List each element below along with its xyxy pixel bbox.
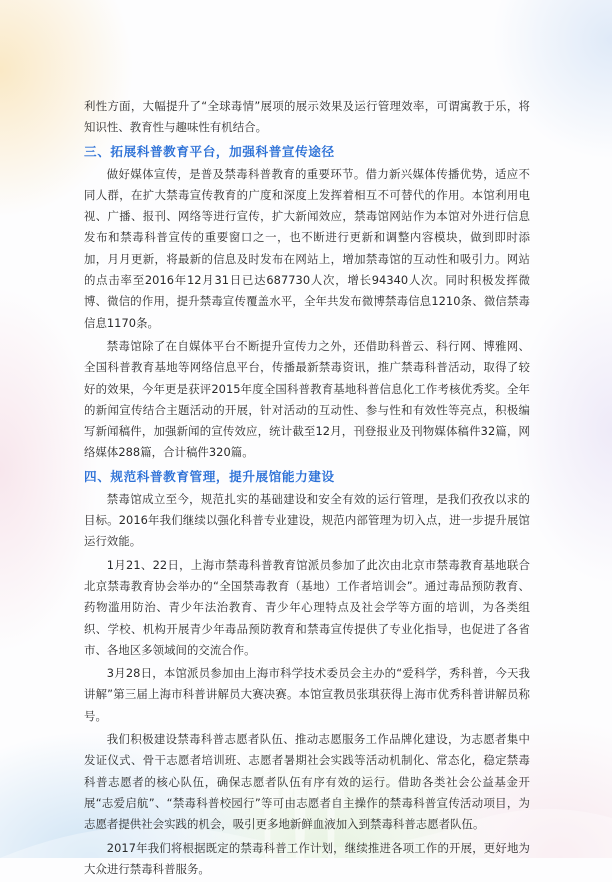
document-body bbox=[84, 96, 530, 882]
paragraph: 我们积极建设禁毒科普志愿者队伍、推动志愿服务工作品牌化建设，为志愿者集中发证仪式、骨干志愿者培训班、志愿者暑期社会实践等活动机制化、常态化，稳定禁毒科普志愿者的核心队伍，确保志愿者队伍有序有效的运行。借助各类社会公益基金开展“志爱启航”、“禁毒科普校园行”等可由志愿者自主操作的禁毒科普宣传活动项目，为志愿者提供社会实践的机会，吸引更多地新鲜血液加入到禁毒科普志愿者队伍。 bbox=[84, 732, 530, 832]
section-heading: 三、拓展科普教育平台，加强科普宣传途径 bbox=[84, 143, 335, 159]
paragraph: 2017年我们将根据既定的禁毒科普工作计划，继续推进各项工作的开展，更好地为大众进行禁毒科普服务。 bbox=[84, 840, 530, 876]
paragraph: 1月21、22日，上海市禁毒科普教育馆派员参加了此次由北京市禁毒教育基地联合北京禁毒教育协会举办的“全国禁毒教育（基地）工作者培训会”。通过毒品预防教育、药物滥用防治、青少年法治教育、青少年心理特点及社会学等方面的培训，为各类组织、学校、机构开展青少年毒品预防教育和禁毒宣传提供了专业化指导，也促进了各省市、各地区多领域间的交流合作。 bbox=[84, 557, 530, 657]
paragraph: 禁毒馆除了在自媒体平台不断提升宣传力之外，还借助科普云、科行网、博雅网、全国科普教育基地等网络信息平台，传播最新禁毒资讯，推广禁毒科普活动，取得了较好的效果，今年更是获评2015年度全国科普教育基地科普信息化工作考核优秀奖。全年的新闻宣传结合主题活动的开展，针对活动的互动性、参与性和有效性等亮点，积极编写新闻稿件，加强新闻的宣传效应，统计截至12月，刊登报业及刊物媒体稿件32篇，网络媒体288篇，合计稿件320篇。 bbox=[84, 338, 530, 460]
paragraph: 3月28日，本馆派员参加由上海市科学技术委员会主办的“爱科学，秀科普，今天我讲解”第三届上海市科普讲解员大赛决赛。本馆宣教员张琪获得上海市优秀科普讲解员称号。 bbox=[84, 666, 530, 723]
section-heading: 四、规范科普教育管理，提升展馆能力建设 bbox=[84, 468, 335, 484]
paragraph: 禁毒馆成立至今，规范扎实的基础建设和安全有效的运行管理，是我们孜孜以求的目标。2016年我们继续以强化科普专业建设，规范内部管理为切入点，进一步提升展馆运行效能。 bbox=[84, 491, 530, 549]
paragraph: 利性方面，大幅提升了“全球毒情”展项的展示效果及运行管理效率，可谓寓教于乐，将知识性、教育性与趣味性有机结合。 bbox=[84, 99, 530, 135]
paragraph: 做好媒体宣传，是普及禁毒科普教育的重要环节。借力新兴媒体传播优势，适应不同人群，在扩大禁毒宣传教育的广度和深度上发挥着相互不可替代的作用。本馆利用电视、广播、报刊、网络等进行宣传，扩大新闻效应，禁毒馆网站作为本馆对外进行信息发布和禁毒科普宣传的重要窗口之一，也不断进行更新和调整内容模块，做到即时添加，月月更新，将最新的信息及时发布在网站上，增加禁毒馆的互动性和吸引力。网站的点击率至2016年12月31日已达687730人次，增长94340人次。同时积极发挥微博、微信的作用，提升禁毒宣传覆盖水平，全年共发布微博禁毒信息1210条、微信禁毒信息1170条。 bbox=[84, 166, 530, 330]
